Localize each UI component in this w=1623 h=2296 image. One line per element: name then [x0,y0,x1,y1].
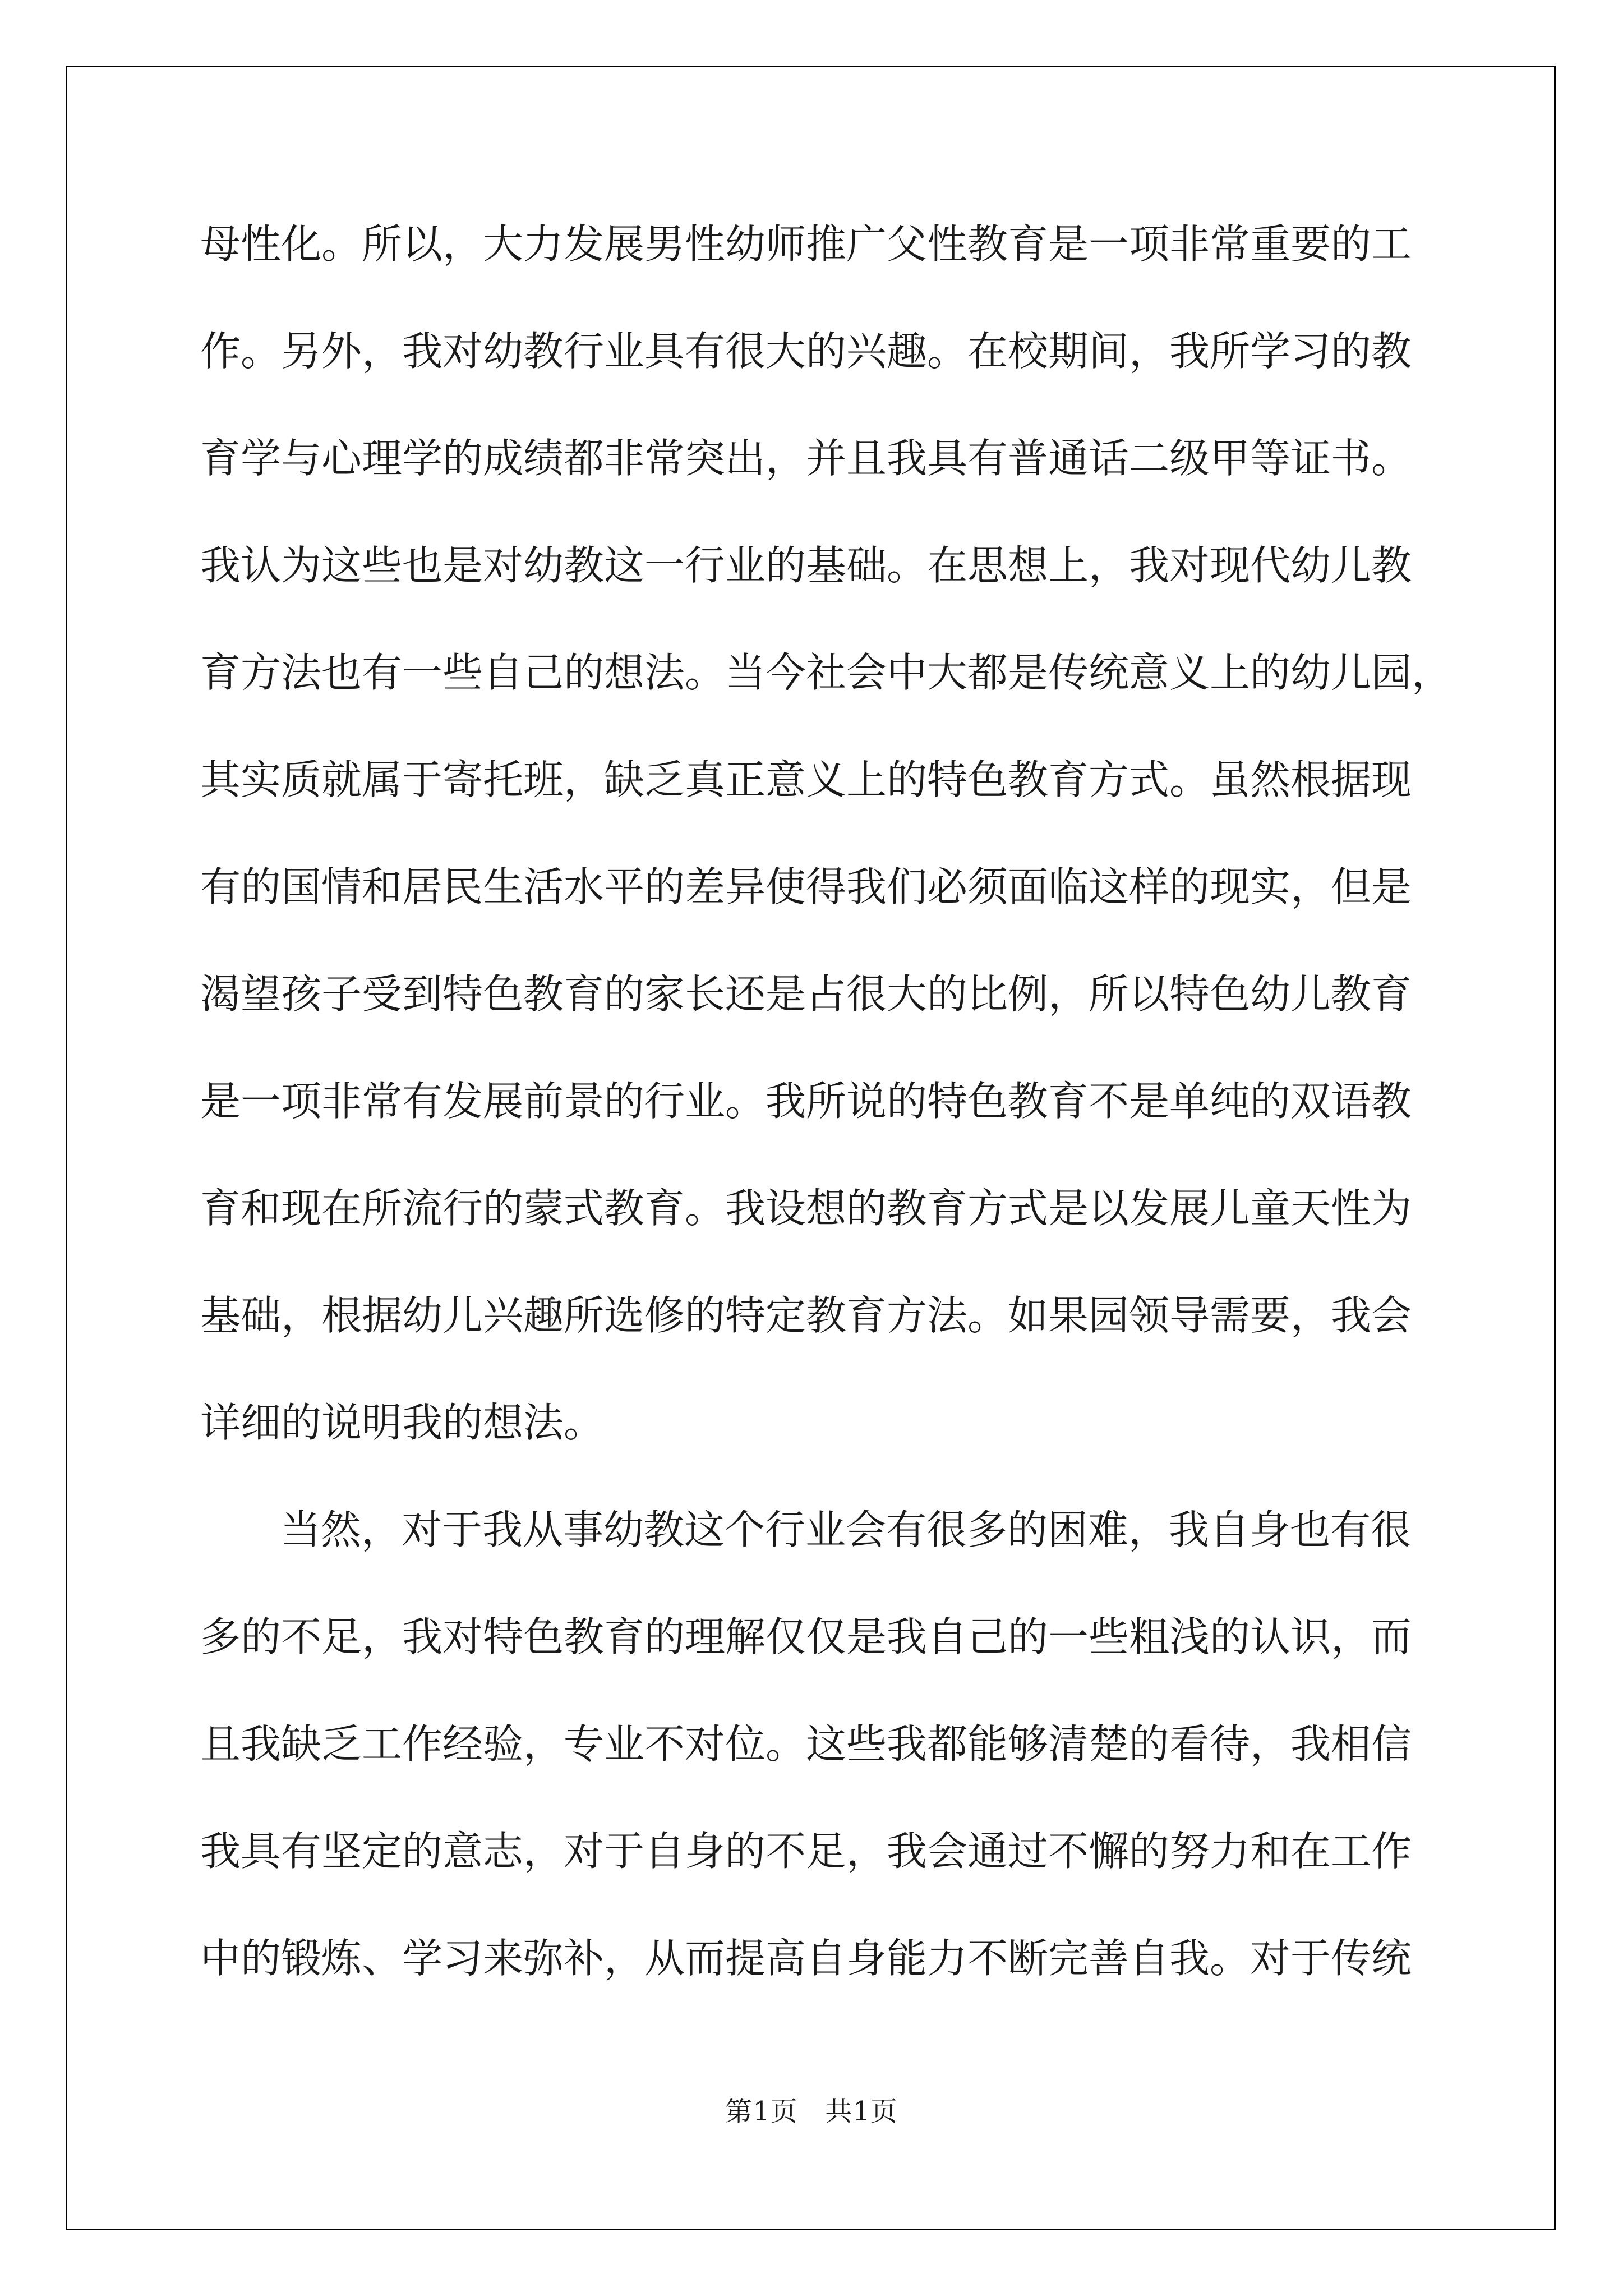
text-line: 基础，根据幼儿兴趣所选修的特定教育方法。如果园领导需要，我会 [200,1292,1412,1339]
text-line: 育和现在所流行的蒙式教育。我设想的教育方式是以发展儿童天性为 [200,1185,1412,1232]
text-line: 作。另外，我对幼教行业具有很大的兴趣。在校期间，我所学习的教 [200,328,1412,375]
text-line: 且我缺乏工作经验，专业不对位。这些我都能够清楚的看待，我相信 [200,1720,1412,1768]
text-line: 育方法也有一些自己的想法。当今社会中大都是传统意义上的幼儿园， [200,649,1453,696]
text-line: 我认为这些也是对幼教这一行业的基础。在思想上，我对现代幼儿教 [200,542,1412,589]
page-footer [0,2090,1623,2128]
text-line: 中的锻炼、学习来弥补，从而提高自身能力不断完善自我。对于传统 [200,1935,1412,1982]
text-line: 我具有坚定的意志，对于自身的不足，我会通过不懈的努力和在工作 [200,1828,1412,1875]
text-line: 其实质就属于寄托班，缺乏真正意义上的特色教育方式。虽然根据现 [200,756,1412,803]
page-number-label: 第1页 共1页 [725,2096,898,2127]
text-line: 渴望孩子受到特色教育的家长还是占很大的比例，所以特色幼儿教育 [200,970,1412,1018]
paragraph-start-line: 当然，对于我从事幼教这个行业会有很多的困难，我自身也有很 [280,1506,1412,1553]
text-line: 育学与心理学的成绩都非常突出，并且我具有普通话二级甲等证书。 [200,435,1412,482]
text-line: 多的不足，我对特色教育的理解仅仅是我自己的一些粗浅的认识，而 [200,1613,1412,1660]
text-line: 详细的说明我的想法。 [200,1399,605,1446]
text-line: 是一项非常有发展前景的行业。我所说的特色教育不是单纯的双语教 [200,1078,1412,1125]
text-line: 有的国情和居民生活水平的差异使得我们必须面临这样的现实，但是 [200,863,1412,910]
text-line: 母性化。所以，大力发展男性幼师推广父性教育是一项非常重要的工 [200,220,1412,268]
document-body [200,191,1453,2012]
